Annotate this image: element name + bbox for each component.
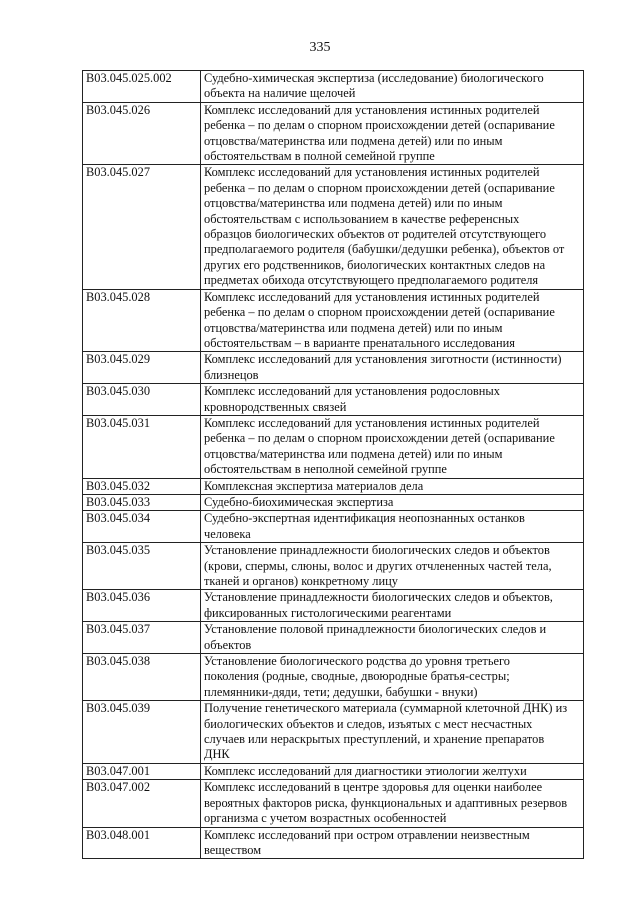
service-name-line: Судебно-биохимическая экспертиза (204, 494, 394, 509)
service-code: B03.045.029 (83, 352, 201, 384)
service-code: B03.045.030 (83, 384, 201, 416)
table-row (83, 654, 584, 701)
service-name (201, 590, 584, 622)
service-name-line: Судебно-химическая экспертиза (исследование) биологического (204, 71, 544, 85)
table-row (83, 478, 584, 494)
service-name-line: образцов биологических объектов от родителей отсутствующего (204, 227, 547, 242)
service-name (201, 478, 584, 494)
service-name-line: Установление принадлежности биологических следов и объектов, (204, 590, 553, 605)
table-row (83, 71, 584, 103)
service-name-line: объектов (204, 637, 252, 652)
service-name (201, 494, 584, 510)
service-name (201, 827, 584, 859)
service-name (201, 352, 584, 384)
table-row (83, 763, 584, 779)
service-code: B03.045.039 (83, 701, 201, 764)
service-name (201, 102, 584, 165)
table-row (83, 384, 584, 416)
table-row (83, 511, 584, 543)
table-row (83, 102, 584, 165)
service-code: B03.045.026 (83, 102, 201, 165)
service-name-line: ребенка – по делам о спорном происхождении детей (оспаривание (204, 305, 555, 320)
service-name-line: человека (204, 526, 251, 541)
service-name-line: племянники-дяди, тети; дедушки, бабушки - внуки) (204, 684, 478, 699)
table-row (83, 415, 584, 478)
service-code: B03.045.028 (83, 289, 201, 352)
service-name-line: отцовства/материнства или подмена детей) или по иным (204, 320, 503, 335)
table-row (83, 494, 584, 510)
service-code: B03.045.034 (83, 511, 201, 543)
services-table (82, 70, 584, 859)
service-name-line: Получение генетического материала (суммарной клеточной ДНК) из (204, 701, 568, 716)
service-name-line: отцовства/материнства или подмена детей) или по иным (204, 133, 503, 148)
service-code: B03.045.025.002 (83, 71, 201, 103)
service-name (201, 511, 584, 543)
service-name-line: Комплекс исследований для установления истинных родителей (204, 289, 540, 304)
service-name-line: веществом (204, 842, 262, 857)
page-number: 335 (309, 40, 331, 55)
service-name (201, 384, 584, 416)
service-code: B03.045.027 (83, 165, 201, 289)
service-name-line: кровнородственных связей (204, 399, 347, 414)
service-name-line: поколения (родные, сводные, двоюродные братья-сестры; (204, 669, 510, 684)
service-name-line: Комплекс исследований для установления зиготности (истинности) (204, 352, 562, 367)
service-name-line: Судебно-экспертная идентификация неопознанных останков (204, 511, 525, 526)
service-name-line: вероятных факторов риска, функциональных и адаптивных резервов (204, 795, 568, 810)
service-name-line: ребенка – по делам о спорном происхождении детей (оспаривание (204, 118, 555, 133)
service-name-line: ребенка – по делам о спорном происхождении детей (оспаривание (204, 431, 555, 446)
service-name (201, 622, 584, 654)
table-row (83, 590, 584, 622)
service-name-line: Комплекс исследований для установления истинных родителей (204, 102, 540, 117)
service-name-line: Комплекс исследований для установления истинных родителей (204, 165, 540, 180)
service-name-line: предметах обихода отсутствующего предполагаемого родителя (204, 273, 539, 288)
service-code: B03.047.002 (83, 780, 201, 827)
service-name-line: объекта на наличие щелочей (204, 86, 356, 101)
service-code: B03.045.033 (83, 494, 201, 510)
service-name-line: других его родственников, биологических контактных следов на (204, 257, 546, 272)
service-name-line: Комплекс исследований для установления родословных (204, 384, 500, 399)
service-name-line: обстоятельствам в неполной семейной группе (204, 462, 447, 477)
service-name-line: Установление принадлежности биологических следов и объектов (204, 543, 550, 558)
service-name (201, 415, 584, 478)
service-name-line: Комплекс исследований в центре здоровья для оценки наиболее (204, 780, 543, 795)
service-name-line: случаев или нераскрытых преступлений, и хранение препаратов (204, 732, 545, 747)
service-name-line: организма с учетом возрастных особенностей (204, 811, 447, 826)
table-row (83, 352, 584, 384)
table-row (83, 780, 584, 827)
service-name-line: обстоятельствам – в варианте пренатального исследования (204, 335, 515, 350)
service-name-line: Комплекс исследований при остром отравлении неизвестным (204, 827, 530, 842)
service-name-line: отцовства/материнства или подмена детей) или по иным (204, 196, 503, 211)
table-row (83, 289, 584, 352)
service-name-line: Установление биологического родства до уровня третьего (204, 654, 510, 669)
service-name-line: предполагаемого родителя (бабушки/дедушки ребенка), объектов от (204, 242, 565, 257)
service-name-line: тканей и органов) конкретному лицу (204, 574, 398, 588)
service-name-line: обстоятельствам с использованием в качестве референсных (204, 211, 520, 226)
service-name-line: отцовства/материнства или подмена детей) или по иным (204, 446, 503, 461)
service-name-line: Установление половой принадлежности биологических следов и (204, 622, 547, 637)
service-name-line: фиксированных гистологическими реагентами (204, 605, 452, 620)
service-name (201, 763, 584, 779)
table-row (83, 165, 584, 289)
service-name-line: Комплекс исследований для диагностики этиологии желтухи (204, 763, 527, 778)
service-name (201, 654, 584, 701)
services-table-body (83, 71, 584, 859)
service-name-line: близнецов (204, 367, 259, 382)
service-code: B03.045.035 (83, 543, 201, 590)
service-name (201, 289, 584, 352)
service-name-line: Комплексная экспертиза материалов дела (204, 478, 424, 493)
service-code: B03.045.031 (83, 415, 201, 478)
service-name-line: ДНК (204, 747, 230, 762)
service-code: B03.045.037 (83, 622, 201, 654)
service-name-line: ребенка – по делам о спорном происхождении детей (оспаривание (204, 180, 555, 195)
table-row (83, 701, 584, 764)
service-code: B03.045.032 (83, 478, 201, 494)
service-name (201, 543, 584, 590)
service-name (201, 701, 584, 764)
service-name-line: биологических объектов и следов, изъятых с мест несчастных (204, 716, 533, 731)
service-code: B03.045.038 (83, 654, 201, 701)
table-row (83, 622, 584, 654)
service-name-line: обстоятельствам в полной семейной группе (204, 149, 435, 164)
service-name-line: (крови, спермы, слюны, волос и других отчлененных частей тела, (204, 558, 552, 573)
service-code: B03.048.001 (83, 827, 201, 859)
service-name-line: Комплекс исследований для установления истинных родителей (204, 415, 540, 430)
service-code: B03.045.036 (83, 590, 201, 622)
service-name (201, 780, 584, 827)
service-name (201, 165, 584, 289)
service-name (201, 71, 584, 103)
service-code: B03.047.001 (83, 763, 201, 779)
table-row (83, 827, 584, 859)
table-row (83, 543, 584, 590)
